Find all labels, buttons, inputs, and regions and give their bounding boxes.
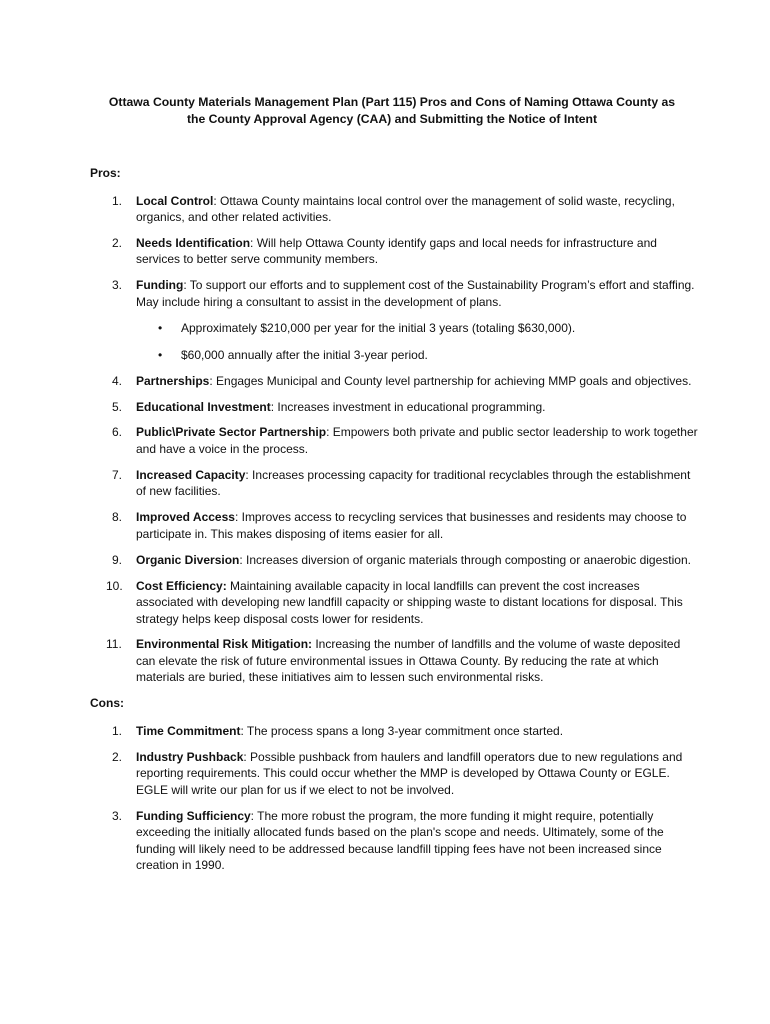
funding-bullet-list (136, 320, 700, 364)
item-text: : Engages Municipal and County level partnership for achieving MMP goals and objectives. (209, 373, 692, 388)
item-text: : Empowers both private and public sector leadership to work together and have a voice in the process. (136, 425, 698, 456)
document-title (90, 94, 700, 128)
item-text: : The more robust the program, the more funding it might require, potentially exceeding the initially allocated funds based on the plan's scope and needs. Ultimately, some of the funding will likely need to be addressed because landfill tipping fees have not been increased since creation in 1990. (136, 808, 664, 873)
item-text: Maintaining available capacity in local landfills can prevent the cost increases associated with developing new landfill capacity or shipping waste to distant locations for disposal. This strategy helps keep disposal costs lower for residents. (136, 578, 683, 626)
item-number: 4. (112, 373, 123, 388)
item-number: 11. (106, 637, 122, 652)
item-term: Improved Access (136, 510, 235, 525)
bullet-icon: • (158, 347, 163, 362)
pros-item (90, 578, 700, 628)
pros-item (90, 373, 700, 390)
pros-list (90, 193, 700, 686)
bullet-icon: • (158, 320, 163, 335)
item-term: Environmental Risk Mitigation: (136, 637, 313, 652)
item-text: : Increases diversion of organic materials through composting or anaerobic digestion. (239, 552, 691, 567)
item-text: : Ottawa County maintains local control over the management of solid waste, recycling, organics, and other related activities. (136, 193, 675, 224)
item-number: 8. (112, 510, 123, 525)
title-line-2: the County Approval Agency (CAA) and Submitting the Notice of Intent (186, 112, 598, 126)
pros-item (90, 424, 700, 457)
item-term: Organic Diversion (136, 552, 240, 567)
item-text: : Increases processing capacity for traditional recyclables through the establishment of new facilities. (136, 467, 691, 499)
bullet-item (136, 347, 700, 364)
item-term: Educational Investment (136, 399, 271, 414)
item-text: : Possible pushback from haulers and landfill operators due to new regulations and reporting requirements. This could occur whether the MMP is developed by Ottawa County or EGLE. EGLE will write our plan for us if we elect to not be involved. (136, 749, 683, 797)
pros-item (90, 552, 700, 569)
item-number: 5. (112, 399, 123, 414)
item-term: Public\Private Sector Partnership (136, 425, 327, 440)
cons-item (90, 723, 700, 740)
item-text: : Increases investment in educational programming. (270, 399, 546, 414)
item-term: Increased Capacity (136, 467, 246, 482)
pros-item (90, 399, 700, 416)
item-term: Funding (136, 278, 184, 293)
pros-item (90, 509, 700, 542)
bullet-item (136, 320, 700, 337)
item-number: 1. (112, 723, 123, 738)
pros-item (90, 235, 700, 268)
item-number: 3. (112, 808, 123, 823)
item-term: Funding Sufficiency (136, 808, 251, 823)
item-term: Cost Efficiency: (136, 578, 227, 593)
item-number: 2. (112, 749, 123, 764)
bullet-text: $60,000 annually after the initial 3-year period. (181, 347, 428, 362)
item-number: 7. (112, 467, 123, 482)
item-text: : Improves access to recycling services that businesses and residents may choose to participate in. This makes disposing of items easier for all. (136, 510, 687, 541)
cons-item (90, 749, 700, 799)
item-text: : The process spans a long 3-year commitment once started. (240, 723, 564, 738)
bullet-text: Approximately $210,000 per year for the initial 3 years (totaling $630,000). (181, 320, 576, 335)
cons-item (90, 808, 700, 874)
item-text: : To support our efforts and to supplement cost of the Sustainability Program’s effort and staffing. May include hiring a consultant to assist in the development of plans. (136, 278, 695, 309)
item-number: 1. (112, 193, 123, 208)
pros-item (90, 277, 700, 363)
item-number: 6. (112, 425, 123, 440)
pros-heading: Pros: (90, 166, 121, 180)
item-term: Local Control (136, 193, 214, 208)
pros-item (90, 193, 700, 226)
item-text: Increasing the number of landfills and the volume of waste deposited can elevate the risk of future environmental issues in Ottawa County. By reducing the rate at which materials are buried, these initiatives aim to lessen such environmental risks. (136, 637, 681, 685)
item-text: : Will help Ottawa County identify gaps and local needs for infrastructure and services to better serve community members. (136, 235, 657, 267)
pros-item (90, 467, 700, 500)
item-number: 2. (112, 235, 123, 250)
cons-heading: Cons: (90, 696, 124, 711)
item-number: 3. (112, 278, 123, 293)
item-term: Time Commitment (136, 723, 241, 738)
item-number: 9. (112, 552, 123, 567)
pros-item (90, 636, 700, 686)
cons-list (90, 723, 700, 874)
item-term: Needs Identification (136, 235, 251, 250)
item-number: 10. (106, 578, 123, 593)
title-line-1: Ottawa County Materials Management Plan (Part 115) Pros and Cons of Naming Ottawa County as (108, 95, 676, 109)
item-term: Industry Pushback (136, 749, 244, 764)
item-term: Partnerships (136, 373, 210, 388)
